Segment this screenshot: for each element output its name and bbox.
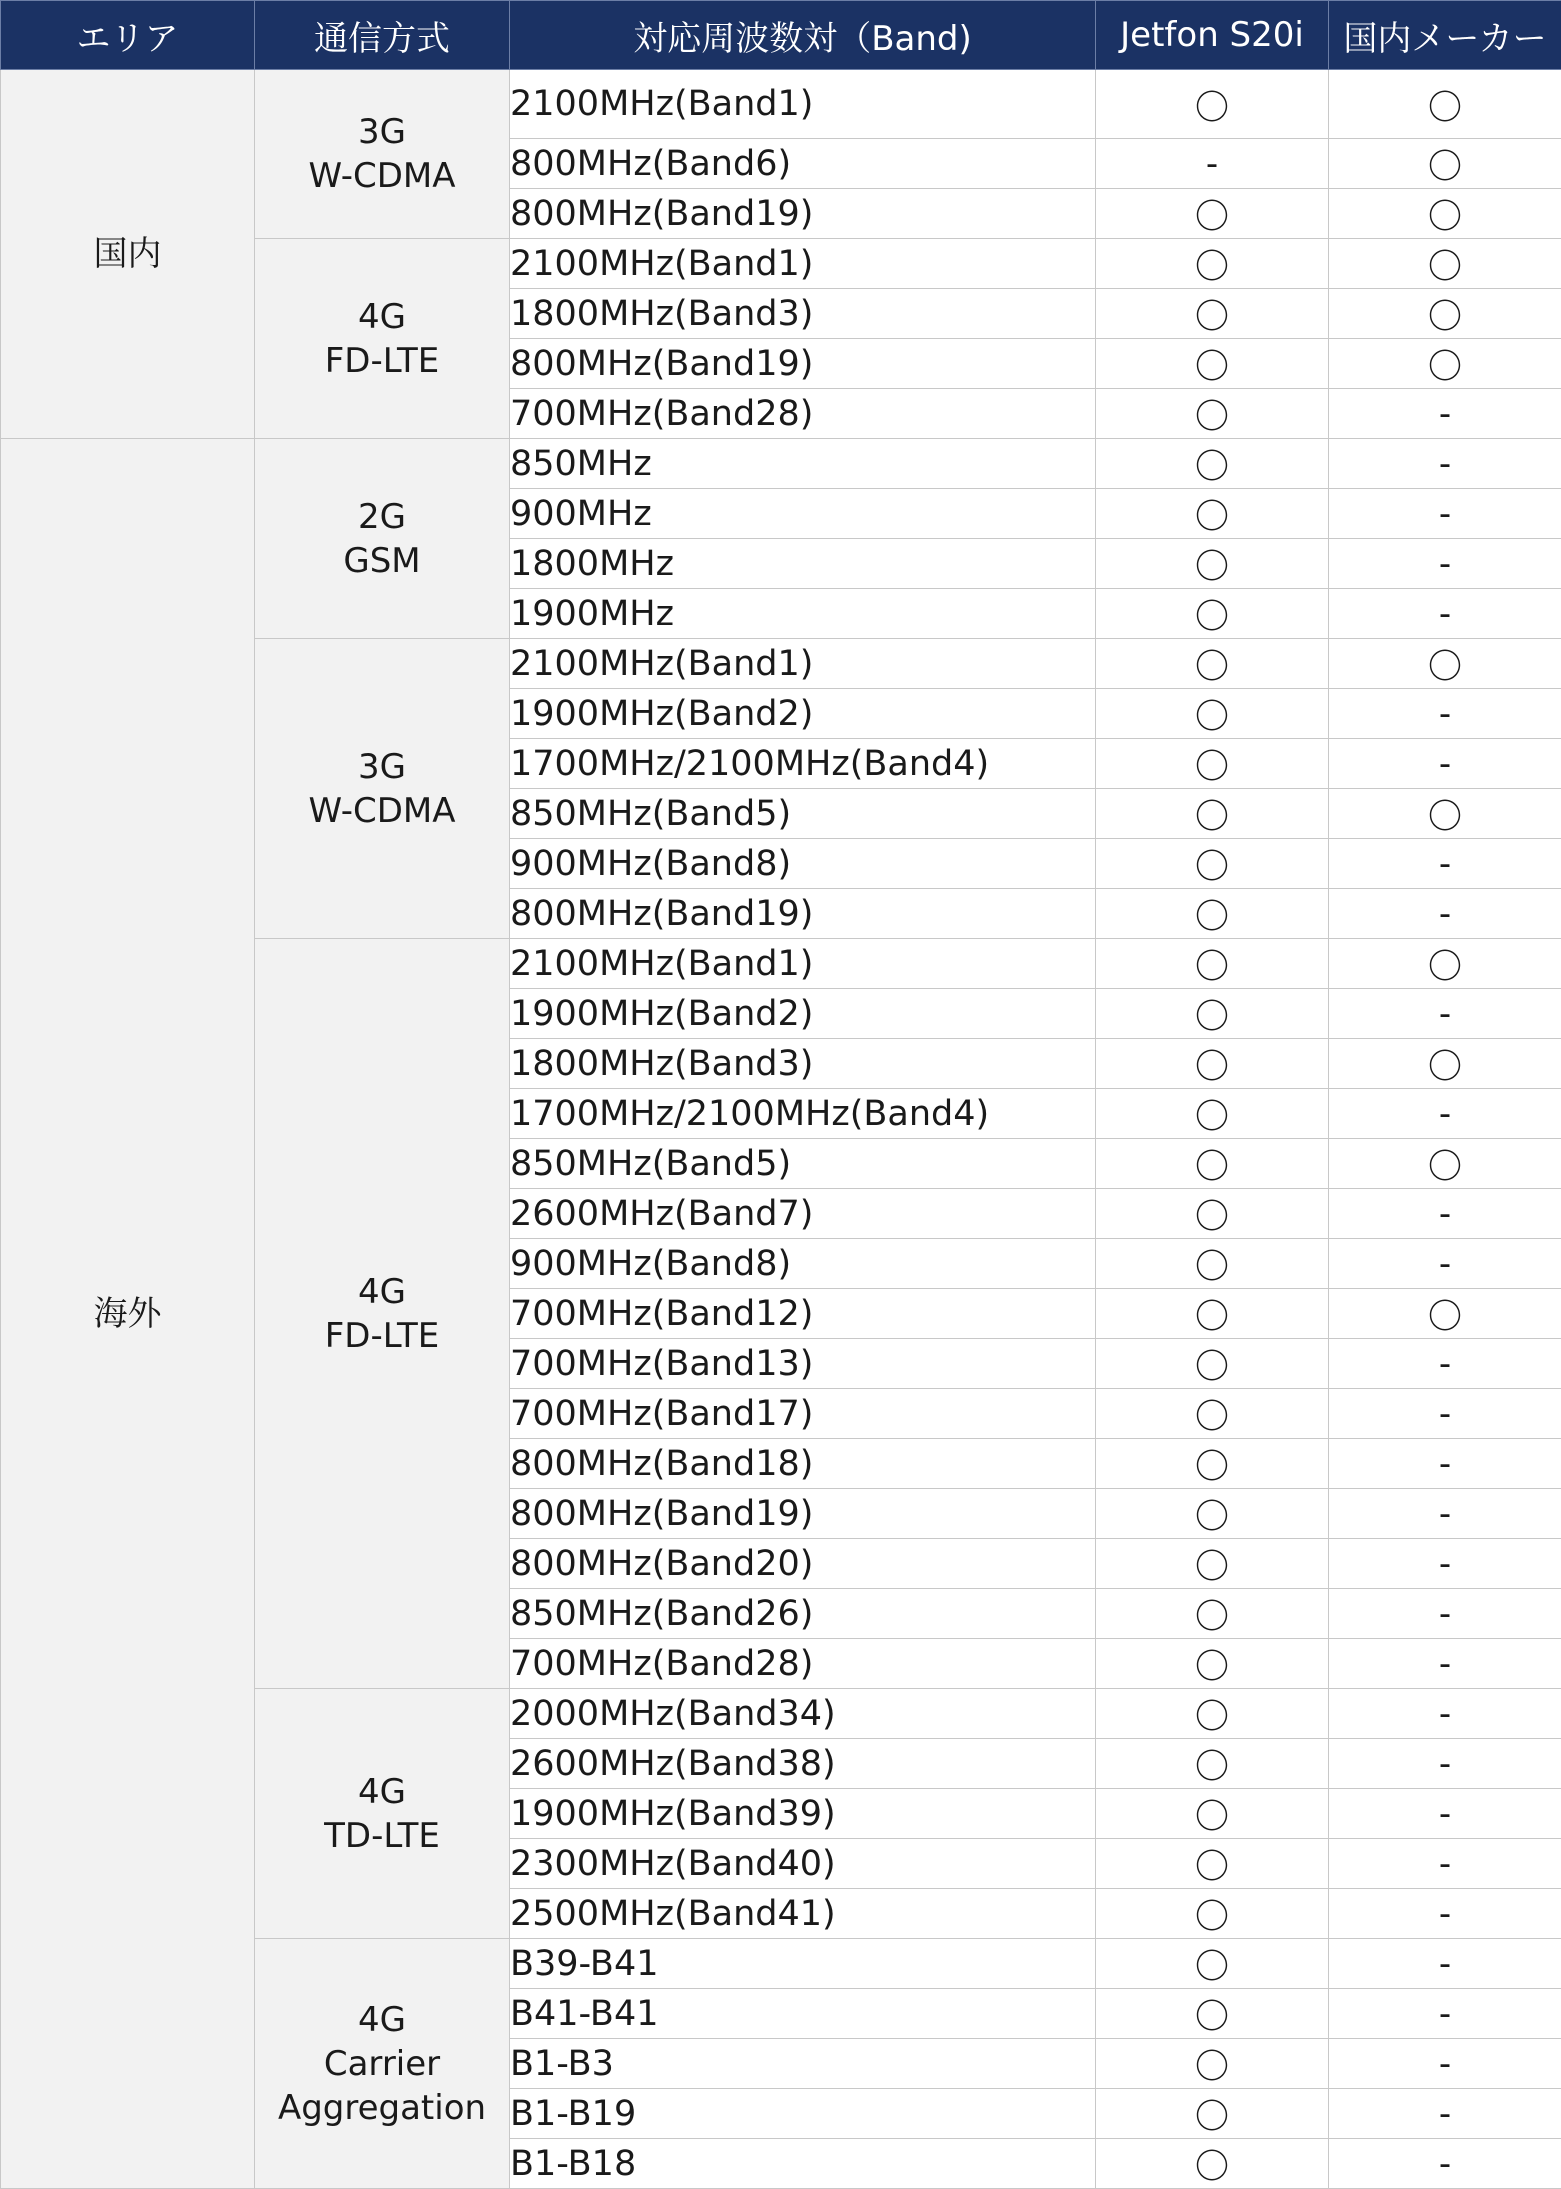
band-cell: 2600MHz(Band38)	[510, 1739, 1096, 1789]
jetfon-support-cell: 〇	[1096, 789, 1329, 839]
band-cell: 1900MHz(Band2)	[510, 989, 1096, 1039]
domestic-support-cell: -	[1329, 539, 1561, 589]
domestic-support-cell: -	[1329, 1839, 1561, 1889]
domestic-support-cell: 〇	[1329, 1289, 1561, 1339]
table-row	[1, 70, 1561, 139]
jetfon-support-cell: 〇	[1096, 1689, 1329, 1739]
domestic-support-cell: -	[1329, 1189, 1561, 1239]
jetfon-support-cell: 〇	[1096, 239, 1329, 289]
jetfon-support-cell: 〇	[1096, 1939, 1329, 1989]
domestic-support-cell: 〇	[1329, 1039, 1561, 1089]
jetfon-support-cell: 〇	[1096, 1089, 1329, 1139]
domestic-support-cell: -	[1329, 1639, 1561, 1689]
domestic-support-cell: -	[1329, 1089, 1561, 1139]
jetfon-support-cell: 〇	[1096, 1789, 1329, 1839]
band-cell: B1-B3	[510, 2039, 1096, 2089]
method-line: 3G	[255, 110, 509, 154]
jetfon-support-cell: 〇	[1096, 539, 1329, 589]
table-header	[1, 1, 1561, 70]
jetfon-support-cell: 〇	[1096, 1239, 1329, 1289]
band-cell: 850MHz(Band26)	[510, 1589, 1096, 1639]
domestic-support-cell: -	[1329, 889, 1561, 939]
band-cell: 700MHz(Band28)	[510, 1639, 1096, 1689]
domestic-support-cell: -	[1329, 689, 1561, 739]
band-cell: 2100MHz(Band1)	[510, 70, 1096, 139]
domestic-support-cell: -	[1329, 589, 1561, 639]
method-line: GSM	[255, 539, 509, 583]
method-line: FD-LTE	[255, 339, 509, 383]
domestic-support-cell: -	[1329, 1689, 1561, 1739]
method-cell	[255, 639, 510, 939]
band-cell: 850MHz(Band5)	[510, 789, 1096, 839]
jetfon-support-cell: 〇	[1096, 739, 1329, 789]
band-cell: 700MHz(Band28)	[510, 389, 1096, 439]
method-line: 2G	[255, 495, 509, 539]
jetfon-support-cell: 〇	[1096, 70, 1329, 139]
jetfon-support-cell: 〇	[1096, 1839, 1329, 1889]
band-cell: 2000MHz(Band34)	[510, 1689, 1096, 1739]
jetfon-support-cell: 〇	[1096, 1389, 1329, 1439]
band-cell: 700MHz(Band17)	[510, 1389, 1096, 1439]
domestic-support-cell: 〇	[1329, 1139, 1561, 1189]
domestic-support-cell: -	[1329, 1789, 1561, 1839]
jetfon-support-cell: 〇	[1096, 1439, 1329, 1489]
domestic-support-cell: -	[1329, 1239, 1561, 1289]
method-cell	[255, 1689, 510, 1939]
jetfon-support-cell: 〇	[1096, 1989, 1329, 2039]
jetfon-support-cell: 〇	[1096, 189, 1329, 239]
band-cell: 1800MHz	[510, 539, 1096, 589]
band-cell: 800MHz(Band19)	[510, 889, 1096, 939]
jetfon-support-cell: 〇	[1096, 1889, 1329, 1939]
jetfon-support-cell: 〇	[1096, 1589, 1329, 1639]
band-cell: 2600MHz(Band7)	[510, 1189, 1096, 1239]
domestic-support-cell: 〇	[1329, 639, 1561, 689]
jetfon-support-cell: 〇	[1096, 1289, 1329, 1339]
domestic-support-cell: -	[1329, 1539, 1561, 1589]
method-line: 3G	[255, 745, 509, 789]
jetfon-support-cell: 〇	[1096, 1739, 1329, 1789]
band-cell: 1800MHz(Band3)	[510, 289, 1096, 339]
band-cell: 1700MHz/2100MHz(Band4)	[510, 739, 1096, 789]
area-cell: 国内	[1, 70, 255, 439]
band-cell: 900MHz(Band8)	[510, 1239, 1096, 1289]
jetfon-support-cell: 〇	[1096, 1639, 1329, 1689]
jetfon-support-cell: 〇	[1096, 2139, 1329, 2189]
domestic-support-cell: -	[1329, 1989, 1561, 2039]
domestic-support-cell: -	[1329, 1739, 1561, 1789]
band-cell: 2100MHz(Band1)	[510, 239, 1096, 289]
domestic-support-cell: -	[1329, 989, 1561, 1039]
jetfon-support-cell: 〇	[1096, 1139, 1329, 1189]
domestic-support-cell: 〇	[1329, 339, 1561, 389]
header-domestic: 国内メーカー	[1329, 1, 1561, 70]
jetfon-support-cell: 〇	[1096, 1189, 1329, 1239]
method-cell	[255, 439, 510, 639]
jetfon-support-cell: 〇	[1096, 589, 1329, 639]
jetfon-support-cell: 〇	[1096, 989, 1329, 1039]
band-cell: 700MHz(Band13)	[510, 1339, 1096, 1389]
band-cell: 850MHz(Band5)	[510, 1139, 1096, 1189]
domestic-support-cell: 〇	[1329, 70, 1561, 139]
jetfon-support-cell: 〇	[1096, 1539, 1329, 1589]
band-cell: 2500MHz(Band41)	[510, 1889, 1096, 1939]
method-line: Carrier	[255, 2042, 509, 2086]
jetfon-support-cell: -	[1096, 139, 1329, 189]
jetfon-support-cell: 〇	[1096, 339, 1329, 389]
method-cell	[255, 1939, 510, 2189]
domestic-support-cell: -	[1329, 1889, 1561, 1939]
method-cell	[255, 239, 510, 439]
band-cell: 850MHz	[510, 439, 1096, 489]
band-cell: 800MHz(Band18)	[510, 1439, 1096, 1489]
method-cell	[255, 939, 510, 1689]
domestic-support-cell: 〇	[1329, 189, 1561, 239]
jetfon-support-cell: 〇	[1096, 439, 1329, 489]
band-cell: 900MHz	[510, 489, 1096, 539]
jetfon-support-cell: 〇	[1096, 639, 1329, 689]
band-cell: 800MHz(Band19)	[510, 339, 1096, 389]
method-cell	[255, 70, 510, 239]
jetfon-support-cell: 〇	[1096, 839, 1329, 889]
jetfon-support-cell: 〇	[1096, 489, 1329, 539]
method-line: TD-LTE	[255, 1814, 509, 1858]
method-line: 4G	[255, 295, 509, 339]
band-cell: 1900MHz(Band2)	[510, 689, 1096, 739]
domestic-support-cell: 〇	[1329, 139, 1561, 189]
domestic-support-cell: -	[1329, 439, 1561, 489]
band-cell: 700MHz(Band12)	[510, 1289, 1096, 1339]
header-jetfon: Jetfon S20i	[1096, 1, 1329, 70]
band-cell: 800MHz(Band19)	[510, 1489, 1096, 1539]
domestic-support-cell: -	[1329, 739, 1561, 789]
band-cell: 1700MHz/2100MHz(Band4)	[510, 1089, 1096, 1139]
band-cell: 2100MHz(Band1)	[510, 639, 1096, 689]
header-band: 対応周波数対（Band)	[510, 1, 1096, 70]
method-line: FD-LTE	[255, 1314, 509, 1358]
band-cell: B1-B19	[510, 2089, 1096, 2139]
band-cell: B39-B41	[510, 1939, 1096, 1989]
jetfon-support-cell: 〇	[1096, 1339, 1329, 1389]
domestic-support-cell: 〇	[1329, 789, 1561, 839]
method-line: Aggregation	[255, 2086, 509, 2130]
table-body	[1, 70, 1561, 2189]
domestic-support-cell: -	[1329, 2089, 1561, 2139]
table-row	[1, 439, 1561, 489]
domestic-support-cell: -	[1329, 2139, 1561, 2189]
header-method: 通信方式	[255, 1, 510, 70]
domestic-support-cell: -	[1329, 1489, 1561, 1539]
domestic-support-cell: -	[1329, 839, 1561, 889]
band-cell: 1900MHz(Band39)	[510, 1789, 1096, 1839]
band-cell: 800MHz(Band6)	[510, 139, 1096, 189]
band-cell: 800MHz(Band19)	[510, 189, 1096, 239]
jetfon-support-cell: 〇	[1096, 1039, 1329, 1089]
jetfon-support-cell: 〇	[1096, 939, 1329, 989]
jetfon-support-cell: 〇	[1096, 889, 1329, 939]
domestic-support-cell: 〇	[1329, 939, 1561, 989]
method-line: 4G	[255, 1770, 509, 1814]
band-cell: 1800MHz(Band3)	[510, 1039, 1096, 1089]
domestic-support-cell: 〇	[1329, 239, 1561, 289]
domestic-support-cell: 〇	[1329, 289, 1561, 339]
jetfon-support-cell: 〇	[1096, 2039, 1329, 2089]
domestic-support-cell: -	[1329, 2039, 1561, 2089]
domestic-support-cell: -	[1329, 1939, 1561, 1989]
jetfon-support-cell: 〇	[1096, 389, 1329, 439]
method-line: W-CDMA	[255, 789, 509, 833]
domestic-support-cell: -	[1329, 1339, 1561, 1389]
band-cell: 2100MHz(Band1)	[510, 939, 1096, 989]
band-cell: 900MHz(Band8)	[510, 839, 1096, 889]
domestic-support-cell: -	[1329, 1389, 1561, 1439]
jetfon-support-cell: 〇	[1096, 289, 1329, 339]
area-cell: 海外	[1, 439, 255, 2189]
method-line: 4G	[255, 1270, 509, 1314]
band-cell: B41-B41	[510, 1989, 1096, 2039]
jetfon-support-cell: 〇	[1096, 1489, 1329, 1539]
header-area: エリア	[1, 1, 255, 70]
band-cell: 2300MHz(Band40)	[510, 1839, 1096, 1889]
domestic-support-cell: -	[1329, 489, 1561, 539]
domestic-support-cell: -	[1329, 389, 1561, 439]
band-cell: 1900MHz	[510, 589, 1096, 639]
band-cell: 800MHz(Band20)	[510, 1539, 1096, 1589]
domestic-support-cell: -	[1329, 1439, 1561, 1489]
jetfon-support-cell: 〇	[1096, 689, 1329, 739]
jetfon-support-cell: 〇	[1096, 2089, 1329, 2139]
band-cell: B1-B18	[510, 2139, 1096, 2189]
method-line: W-CDMA	[255, 154, 509, 198]
domestic-support-cell: -	[1329, 1589, 1561, 1639]
method-line: 4G	[255, 1998, 509, 2042]
